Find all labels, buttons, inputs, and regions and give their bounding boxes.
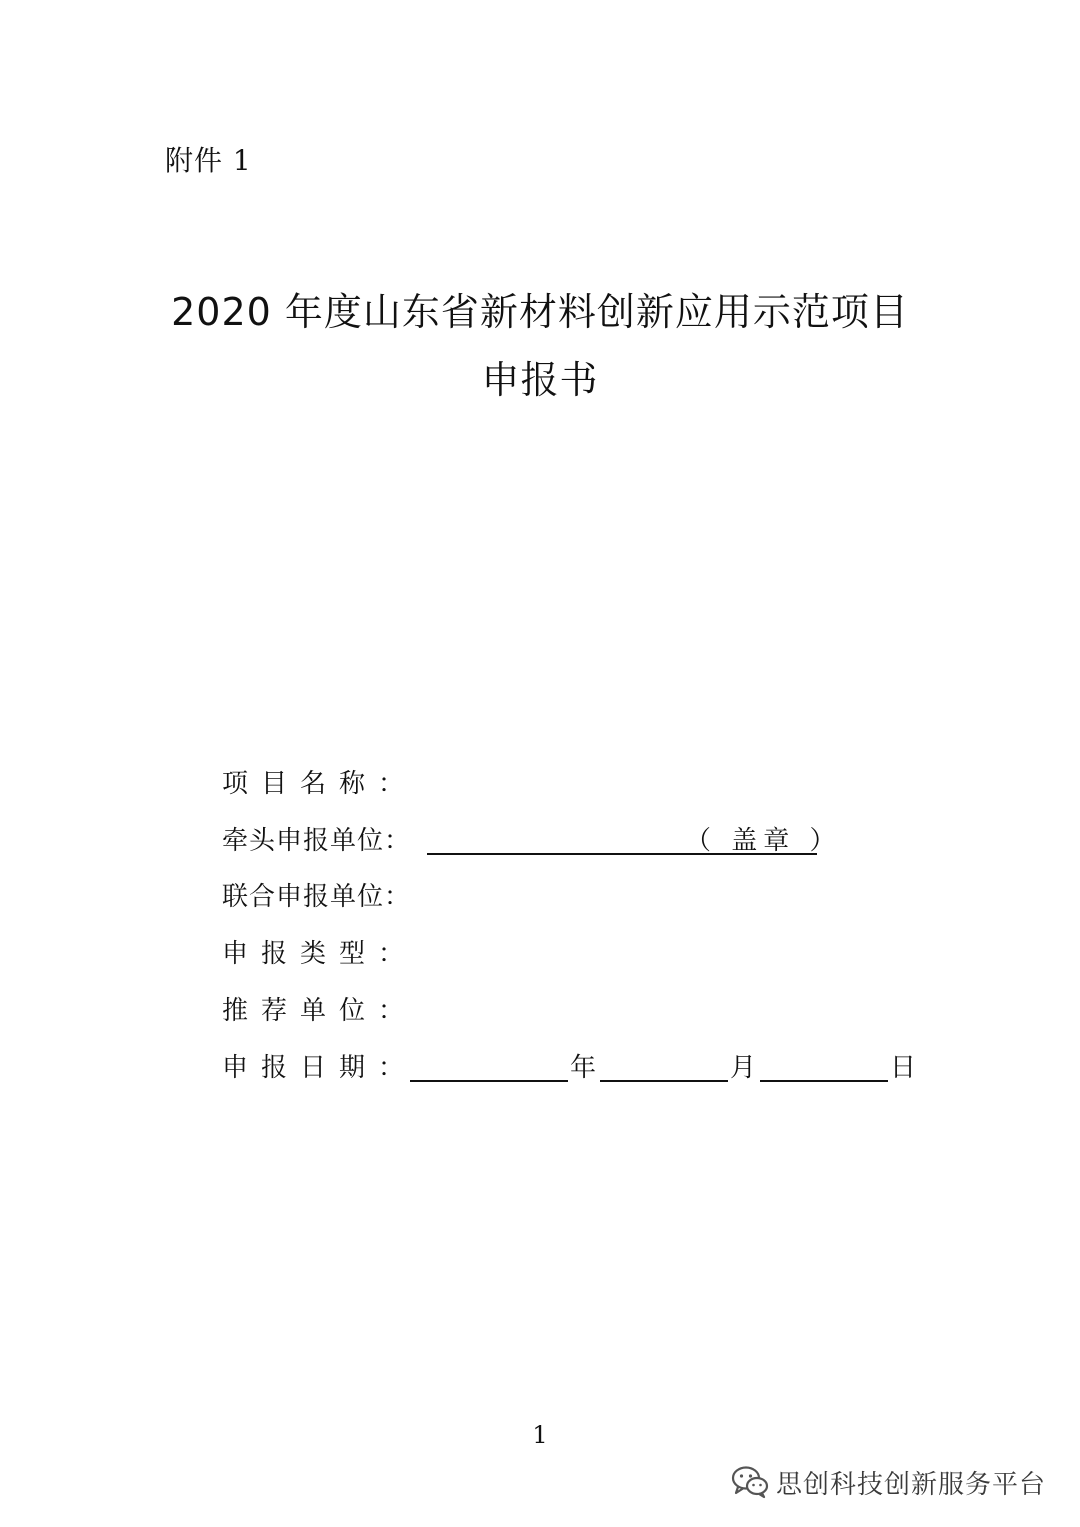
document-title-line-2: 申报书 <box>481 358 599 402</box>
year-unit: 年 <box>570 1053 597 1083</box>
month-unit: 月 <box>730 1053 757 1083</box>
day-blank[interactable] <box>760 1080 888 1082</box>
year-blank[interactable] <box>410 1080 568 1082</box>
project-name-label: 项目名称： <box>222 769 418 799</box>
attachment-label: 附件 1 <box>165 144 252 177</box>
document-title-line-1: 2020 年度山东省新材料创新应用示范项目 <box>171 290 909 334</box>
watermark-text: 思创科技创新服务平台 <box>775 1469 1046 1500</box>
month-blank[interactable] <box>600 1080 728 1082</box>
lead-unit-blank[interactable] <box>427 823 842 857</box>
wechat-icon <box>730 1464 770 1500</box>
day-unit: 日 <box>890 1053 917 1083</box>
watermark <box>730 1462 1046 1502</box>
lead-unit-label: 牵头申报单位： <box>222 826 412 856</box>
application-type-label: 申报类型： <box>222 939 418 969</box>
page-number: 1 <box>532 1421 548 1449</box>
seal-text: （ 盖章 ） <box>685 826 842 856</box>
date-label: 申报日期： <box>222 1053 418 1083</box>
recommend-unit-label: 推荐单位： <box>222 996 418 1026</box>
joint-unit-label: 联合申报单位： <box>222 882 412 912</box>
